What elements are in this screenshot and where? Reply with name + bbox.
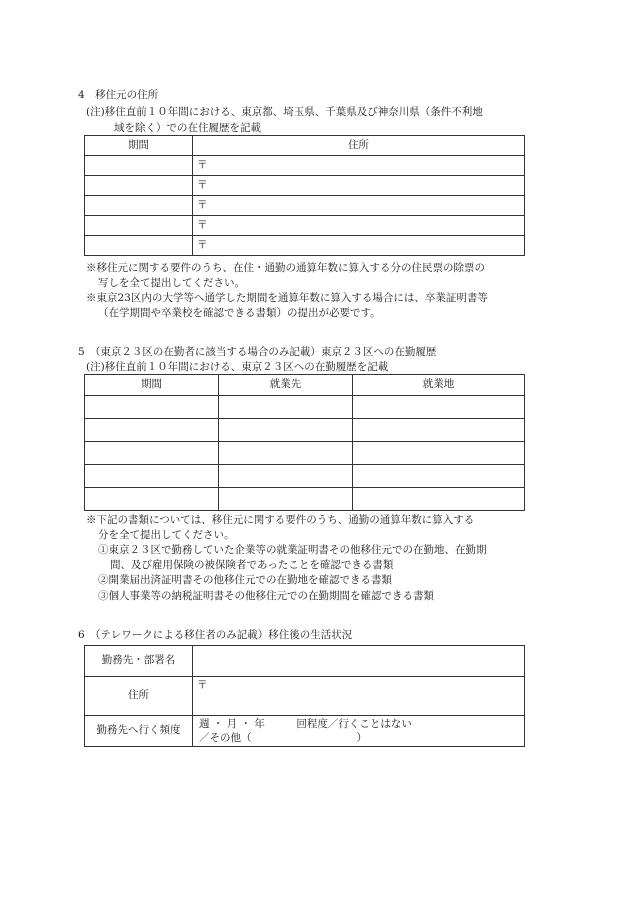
section5-note: (注)移住直前１０年間における、東京２３区への在勤履歴を記載: [86, 361, 389, 373]
period-cell[interactable]: [85, 196, 193, 216]
section5-note-1: ※下記の書類については、移住元に関する要件のうち、通勤の通算年数に算入する: [86, 514, 475, 526]
residence-history-table: [84, 135, 525, 256]
address-cell[interactable]: 〒: [193, 176, 525, 196]
header-employer: 就業先: [219, 375, 353, 396]
work-location-cell[interactable]: [353, 442, 525, 465]
section6-title: 6 （テレワークによる移住者のみ記載）移住後の生活状況: [78, 629, 353, 641]
address-cell[interactable]: 〒: [193, 196, 525, 216]
employer-cell[interactable]: [219, 419, 353, 442]
table-row: [85, 216, 525, 236]
header-address: 住所: [193, 136, 525, 156]
header-period: 期間: [85, 136, 193, 156]
period-cell[interactable]: [85, 419, 219, 442]
table-row: [85, 488, 525, 511]
period-cell[interactable]: [85, 488, 219, 511]
address-cell[interactable]: 〒: [193, 236, 525, 256]
table-row: [85, 196, 525, 216]
table-row: [85, 156, 525, 176]
frequency-row: [85, 716, 525, 747]
address-row: [85, 677, 525, 716]
workplace-field[interactable]: [193, 646, 525, 677]
frequency-options-line1[interactable]: 週 ・ 月 ・ 年 回程度／行くことはない: [199, 718, 412, 730]
section5-note-4: 間、及び雇用保険の被保険者であったことを確認できる書類: [110, 559, 394, 571]
period-cell[interactable]: [85, 465, 219, 488]
address-cell[interactable]: 〒: [193, 156, 525, 176]
section4-note-line1: (注)移住直前１０年間における、東京都、埼玉県、千葉県及び神奈川県（条件不利地: [86, 106, 483, 118]
section5-note-6: ③個人事業等の納税証明書その他移住元での在勤期間を確認できる書類: [98, 590, 434, 602]
frequency-label: 勤務先へ行く頻度: [85, 716, 193, 747]
section5-title: 5 （東京２３区の在勤者に該当する場合のみ記載）東京２３区への在勤履歴: [78, 346, 437, 358]
section5-note-2: 分を全て提出してください。: [98, 529, 235, 541]
period-cell[interactable]: [85, 236, 193, 256]
work-location-cell[interactable]: [353, 396, 525, 419]
period-cell[interactable]: [85, 442, 219, 465]
employer-cell[interactable]: [219, 442, 353, 465]
employer-cell[interactable]: [219, 488, 353, 511]
employer-cell[interactable]: [219, 396, 353, 419]
table-header-row: [85, 375, 525, 396]
workplace-row: [85, 646, 525, 677]
header-period: 期間: [85, 375, 219, 396]
address-cell[interactable]: 〒: [193, 216, 525, 236]
section5-note-3: ①東京２３区で勤務していた企業等の就業証明書その他移住元での在勤地、在勤期: [98, 544, 487, 556]
work-location-cell[interactable]: [353, 419, 525, 442]
address-label: 住所: [85, 677, 193, 716]
table-row: [85, 396, 525, 419]
workplace-label: 勤務先・部署名: [85, 646, 193, 677]
address-field[interactable]: 〒: [193, 677, 525, 716]
work-location-cell[interactable]: [353, 465, 525, 488]
section4-note-4: （在学期間や卒業校を確認できる書類）の提出が必要です。: [98, 307, 381, 319]
period-cell[interactable]: [85, 396, 219, 419]
table-row: [85, 465, 525, 488]
section4-note-3: ※東京23区内の大学等へ通学した期間を通算年数に算入する場合には、卒業証明書等: [86, 292, 488, 304]
section4-note-1: ※移住元に関する要件のうち、在住・通勤の通算年数に算入する分の住民票の除票の: [86, 262, 485, 274]
table-row: [85, 419, 525, 442]
employer-cell[interactable]: [219, 465, 353, 488]
section5-note-5: ②開業届出済証明書その他移住元での在勤地を確認できる書類: [98, 574, 392, 586]
table-row: [85, 442, 525, 465]
work-location-cell[interactable]: [353, 488, 525, 511]
table-row: [85, 236, 525, 256]
work-history-table: [84, 374, 525, 511]
period-cell[interactable]: [85, 156, 193, 176]
table-header-row: [85, 136, 525, 156]
period-cell[interactable]: [85, 216, 193, 236]
section4-title: 4 移住元の住所: [78, 89, 159, 101]
header-work-location: 就業地: [353, 375, 525, 396]
frequency-field[interactable]: [193, 716, 525, 747]
section4-note-line2: 域を除く）での在住履歴を記載: [114, 122, 261, 134]
period-cell[interactable]: [85, 176, 193, 196]
section4-note-2: 写しを全て提出してください。: [98, 277, 245, 289]
table-row: [85, 176, 525, 196]
living-status-table: [84, 645, 525, 747]
frequency-options-line2[interactable]: ／その他（ ）: [199, 732, 367, 744]
